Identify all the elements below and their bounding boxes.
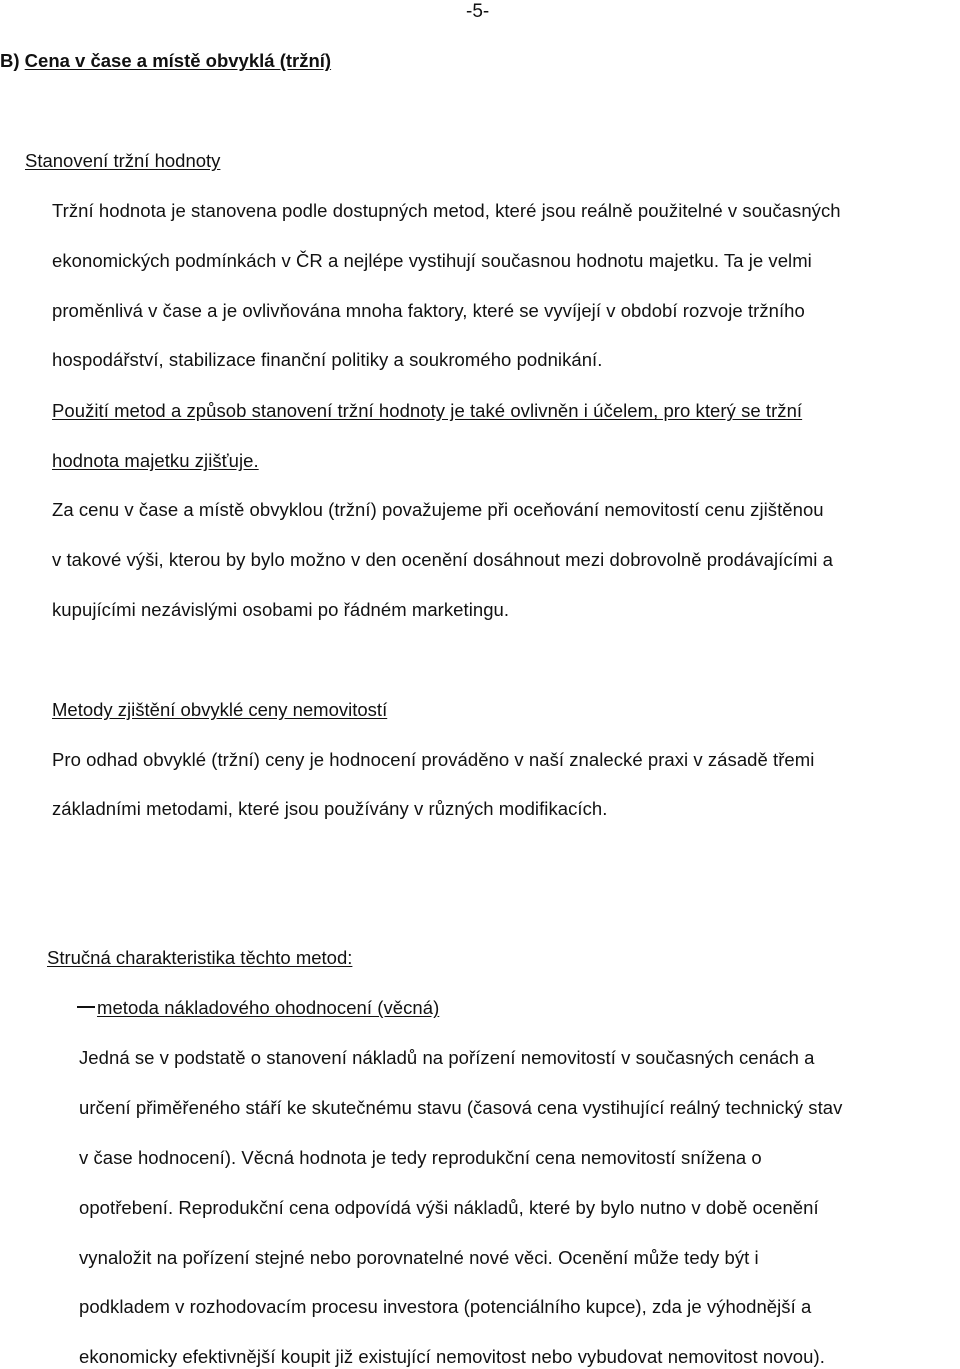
method-1-title xyxy=(77,997,439,1019)
heading-strucna: Stručná charakteristika těchto metod: xyxy=(47,947,353,968)
paragraph-line: hodnota majetku zjišťuje. xyxy=(52,450,259,471)
paragraph-line: Použití metod a způsob stanovení tržní hodnoty je také ovlivněn i účelem, pro který se tržní xyxy=(52,400,803,421)
page-number: -5- xyxy=(466,1,490,22)
paragraph-line: v čase hodnocení). Věcná hodnota je tedy reprodukční cena nemovitostí snížena o xyxy=(79,1147,762,1168)
paragraph-line: Za cenu v čase a místě obvyklou (tržní) považujeme při oceňování nemovitostí cenu zjištěnou xyxy=(52,499,824,520)
paragraph-line: Pro odhad obvyklé (tržní) ceny je hodnocení prováděno v naší znalecké praxi v zásadě třemi xyxy=(52,749,815,770)
paragraph-line: Tržní hodnota je stanovena podle dostupných metod, které jsou reálně použitelné v současných xyxy=(52,200,841,221)
paragraph-line: vynaložit na pořízení stejné nebo porovnatelné nové věci. Ocenění může tedy být i xyxy=(79,1247,759,1268)
paragraph-line: v takové výši, kterou by bylo možno v den ocenění dosáhnout mezi dobrovolně prodávajícími a xyxy=(52,549,833,570)
section-b-heading: Cena v čase a místě obvyklá (tržní) xyxy=(24,50,332,71)
paragraph-line: proměnlivá v čase a je ovlivňována mnoha faktory, které se vyvíjejí v období rozvoje tržního xyxy=(52,300,805,321)
paragraph-line: ekonomicky efektivnější koupit již existující nemovitost nebo vybudovat nemovitost novou). xyxy=(79,1346,825,1367)
heading-metody: Metody zjištění obvyklé ceny nemovitostí xyxy=(52,699,388,720)
section-b-title xyxy=(0,50,331,72)
dash-bullet xyxy=(77,1006,95,1008)
section-b-prefix: B) xyxy=(0,50,25,71)
paragraph-line: hospodářství, stabilizace finanční politiky a soukromého podnikání. xyxy=(52,349,603,370)
paragraph-line: kupujícími nezávislými osobami po řádném marketingu. xyxy=(52,599,510,620)
paragraph-line: Jedná se v podstatě o stanovení nákladů na pořízení nemovitostí v současných cenách a xyxy=(79,1047,815,1068)
paragraph-line: ekonomických podmínkách v ČR a nejlépe vystihují současnou hodnotu majetku. Ta je velmi xyxy=(52,250,812,271)
paragraph-line: podkladem v rozhodovacím procesu investora (potenciálního kupce), zda je výhodnější a xyxy=(79,1296,812,1317)
paragraph-line: opotřebení. Reprodukční cena odpovídá výši nákladů, které by bylo nutno v době ocenění xyxy=(79,1197,819,1218)
method-1-label: metoda nákladového ohodnocení (věcná) xyxy=(97,997,440,1018)
paragraph-line: základními metodami, které jsou používány v různých modifikacích. xyxy=(52,798,608,819)
heading-stanoveni: Stanovení tržní hodnoty xyxy=(25,150,221,171)
paragraph-line: určení přiměřeného stáří ke skutečnému stavu (časová cena vystihující reálný technický stav xyxy=(79,1097,843,1118)
